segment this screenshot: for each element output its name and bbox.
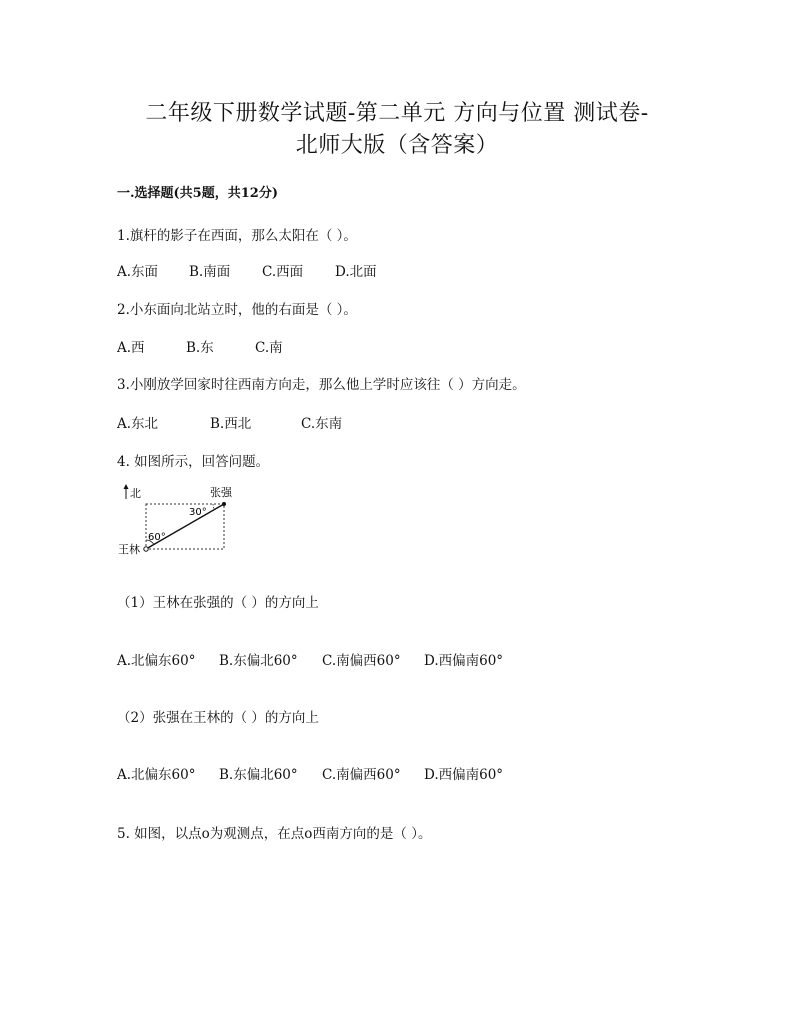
point-zhang [222, 502, 226, 506]
point-wang [144, 547, 148, 551]
north-arrow-head [124, 484, 129, 489]
q4-1-option-c: C.南偏西60° [322, 653, 401, 669]
q3-option-a: A.东北 [117, 416, 159, 432]
angle-60-label: 60° [148, 532, 166, 543]
question-3-stem: 3.小刚放学回家时往西南方向走，那么他上学时应该往（ ）方向走。 [117, 377, 526, 393]
direction-figure [112, 482, 242, 562]
section-heading: 一.选择题(共5题，共12分) [117, 186, 278, 201]
q4-2-option-b: B.东偏北60° [219, 767, 298, 783]
angle-30-label: 30° [189, 507, 207, 518]
question-5-stem: 5. 如图，以点o为观测点，在点o西南方向的是（ ）。 [117, 826, 432, 842]
q2-option-a: A.西 [117, 340, 145, 356]
q1-option-c: C.西面 [262, 264, 304, 280]
question-4-sub1-stem: （1）王林在张强的（ ）的方向上 [117, 595, 319, 611]
question-2-stem: 2.小东面向北站立时，他的右面是（ ）。 [117, 302, 357, 318]
page-title-line1: 二年级下册数学试题-第二单元 方向与位置 测试卷- [145, 101, 649, 126]
label-wang: 王林 [118, 543, 140, 556]
north-label: 北 [130, 487, 141, 500]
q3-option-c: C.东南 [301, 416, 343, 432]
q4-2-option-a: A.北偏东60° [117, 767, 196, 783]
q1-option-d: D.北面 [335, 264, 377, 280]
question-4-stem: 4. 如图所示，回答问题。 [117, 454, 270, 470]
q4-2-option-d: D.西偏南60° [424, 767, 504, 783]
q3-option-b: B.西北 [210, 416, 252, 432]
q1-option-a: A.东面 [117, 264, 159, 280]
q4-2-option-c: C.南偏西60° [322, 767, 401, 783]
q2-option-c: C.南 [255, 340, 283, 356]
page-title-line2: 北师大版（含答案） [295, 133, 499, 158]
question-1-stem: 1.旗杆的影子在西面，那么太阳在（ ）。 [117, 228, 357, 244]
q4-1-option-d: D.西偏南60° [424, 653, 504, 669]
angle-arc-top [213, 504, 215, 510]
q4-1-option-a: A.北偏东60° [117, 653, 196, 669]
q4-1-option-b: B.东偏北60° [219, 653, 298, 669]
q2-option-b: B.东 [186, 340, 214, 356]
question-4-sub2-stem: （2）张强在王林的（ ）的方向上 [117, 710, 319, 726]
label-zhang: 张强 [210, 486, 232, 499]
q1-option-b: B.南面 [189, 264, 231, 280]
